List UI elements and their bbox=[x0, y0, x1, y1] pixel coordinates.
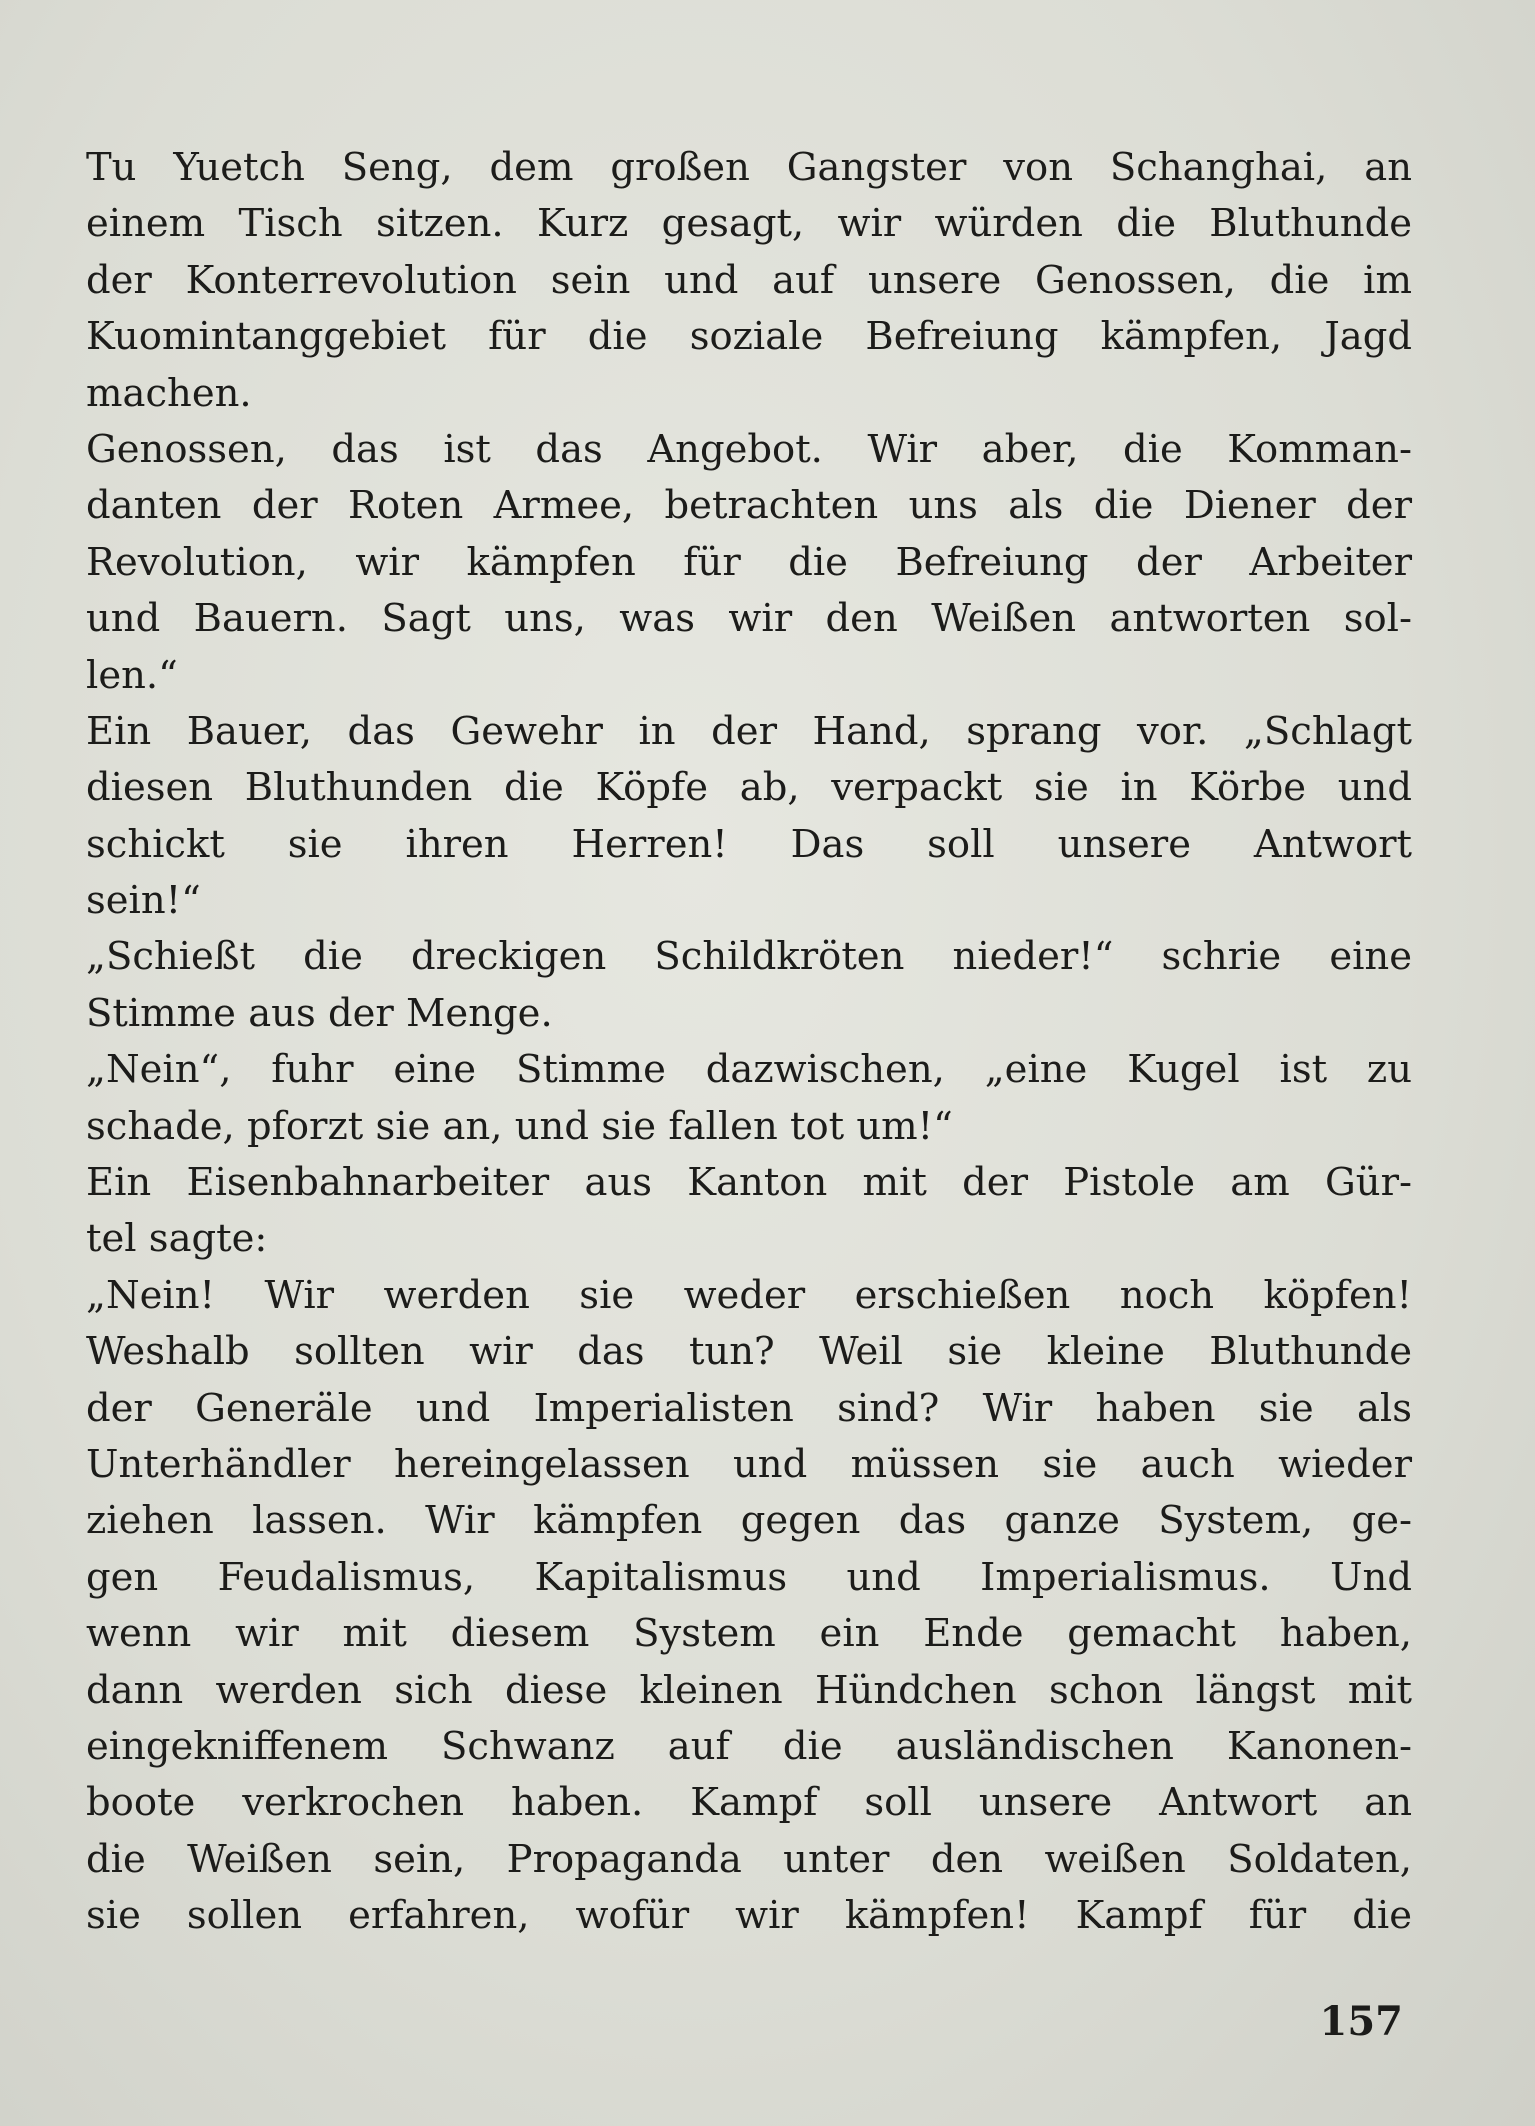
text-line: Ein Bauer, das Gewehr in der Hand, sprang vor. „Schlagt bbox=[86, 708, 1412, 754]
text-line: boote verkrochen haben. Kampf soll unsere Antwort an bbox=[86, 1780, 1412, 1826]
text-line: Unterhändler hereingelassen und müssen sie auch wieder bbox=[86, 1441, 1412, 1487]
text-line: „Nein! Wir werden sie weder erschießen noch köpfen! bbox=[86, 1272, 1412, 1318]
text-line: „Schießt die dreckigen Schildkröten nieder!“ schrie eine bbox=[86, 934, 1412, 980]
text-line: „Nein“, fuhr eine Stimme dazwischen, „eine Kugel ist zu bbox=[86, 1047, 1412, 1093]
text-line: Genossen, das ist das Angebot. Wir aber, die Komman- bbox=[86, 426, 1412, 472]
text-line: dann werden sich diese kleinen Hündchen schon längst mit bbox=[86, 1667, 1412, 1713]
text-line: Tu Yuetch Seng, dem großen Gangster von Schanghai, an bbox=[86, 145, 1412, 190]
text-line: der Generäle und Imperialisten sind? Wir haben sie als bbox=[86, 1385, 1412, 1431]
text-line: einem Tisch sitzen. Kurz gesagt, wir würden die Bluthunde bbox=[86, 201, 1412, 247]
text-line: Ein Eisenbahnarbeiter aus Kanton mit der Pistole am Gür- bbox=[86, 1160, 1412, 1206]
text-line: len.“ bbox=[86, 652, 178, 698]
text-line: diesen Bluthunden die Köpfe ab, verpackt sie in Körbe und bbox=[86, 765, 1412, 811]
text-line: schickt sie ihren Herren! Das soll unsere Antwort bbox=[86, 821, 1412, 867]
text-line: sein!“ bbox=[86, 878, 201, 924]
text-line: sie sollen erfahren, wofür wir kämpfen! Kampf für die bbox=[86, 1893, 1412, 1939]
text-line: tel sagte: bbox=[86, 1216, 268, 1262]
text-line: Stimme aus der Menge. bbox=[86, 990, 553, 1036]
text-line: wenn wir mit diesem System ein Ende gemacht haben, bbox=[86, 1611, 1412, 1657]
page-number: 157 bbox=[1319, 1998, 1403, 2045]
text-line: ziehen lassen. Wir kämpfen gegen das ganze System, ge- bbox=[86, 1498, 1412, 1544]
body-text bbox=[86, 140, 1412, 1945]
text-line: danten der Roten Armee, betrachten uns als die Diener der bbox=[86, 483, 1412, 529]
text-line: der Konterrevolution sein und auf unsere Genossen, die im bbox=[86, 257, 1412, 303]
text-line: Weshalb sollten wir das tun? Weil sie kleine Bluthunde bbox=[86, 1329, 1412, 1375]
text-line: gen Feudalismus, Kapitalismus und Imperialismus. Und bbox=[86, 1554, 1412, 1600]
text-line: und Bauern. Sagt uns, was wir den Weißen antworten sol- bbox=[86, 596, 1412, 642]
text-line: machen. bbox=[86, 370, 252, 416]
text-line: die Weißen sein, Propaganda unter den weißen Soldaten, bbox=[86, 1836, 1412, 1882]
text-line: Kuomintanggebiet für die soziale Befreiung kämpfen, Jagd bbox=[86, 314, 1412, 360]
text-line: eingekniffenem Schwanz auf die ausländischen Kanonen- bbox=[86, 1723, 1412, 1769]
text-line: schade, pforzt sie an, und sie fallen tot um!“ bbox=[86, 1103, 953, 1149]
text-line: Revolution, wir kämpfen für die Befreiung der Arbeiter bbox=[86, 539, 1412, 585]
